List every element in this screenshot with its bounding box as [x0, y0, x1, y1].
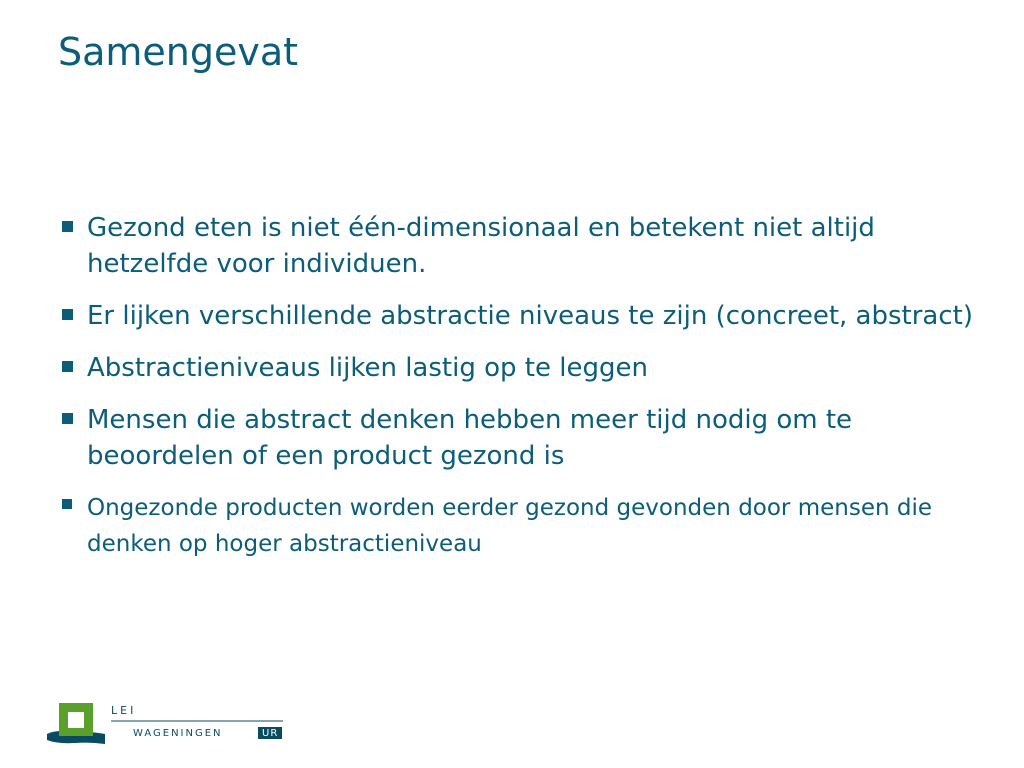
bullet-item — [60, 298, 990, 334]
bullet-item — [60, 402, 990, 474]
bullet-list — [60, 210, 990, 578]
logo-lei-text: LEI — [111, 704, 137, 717]
square-bullet-icon — [62, 499, 72, 509]
bullet-text: Mensen die abstract denken hebben meer tijd nodig om te beoordelen of een product gezond is — [87, 405, 853, 471]
slide-title: Samengevat — [58, 30, 299, 74]
square-bullet-icon — [62, 309, 73, 320]
bullet-text: Er lijken verschillende abstractie niveaus te zijn (concreet, abstract) — [87, 301, 973, 331]
logo-ur-text: UR — [262, 728, 279, 739]
bullet-item — [60, 350, 990, 386]
logo-wageningen-text: WAGENINGEN — [133, 728, 223, 739]
bullet-item — [60, 210, 990, 282]
logo-window — [68, 712, 84, 728]
lei-wageningen-ur-logo — [45, 700, 285, 750]
square-bullet-icon — [62, 221, 73, 232]
square-bullet-icon — [62, 413, 73, 424]
bullet-text: Gezond eten is niet één-dimensionaal en betekent niet altijd hetzelfde voor individuen. — [87, 213, 875, 279]
square-bullet-icon — [62, 361, 73, 372]
bullet-text: Ongezonde producten worden eerder gezond gevonden door mensen die denken op hoger abstractieniveau — [87, 495, 932, 557]
bullet-text: Abstractieniveaus lijken lastig op te leggen — [87, 353, 648, 383]
bullet-item — [60, 490, 990, 562]
